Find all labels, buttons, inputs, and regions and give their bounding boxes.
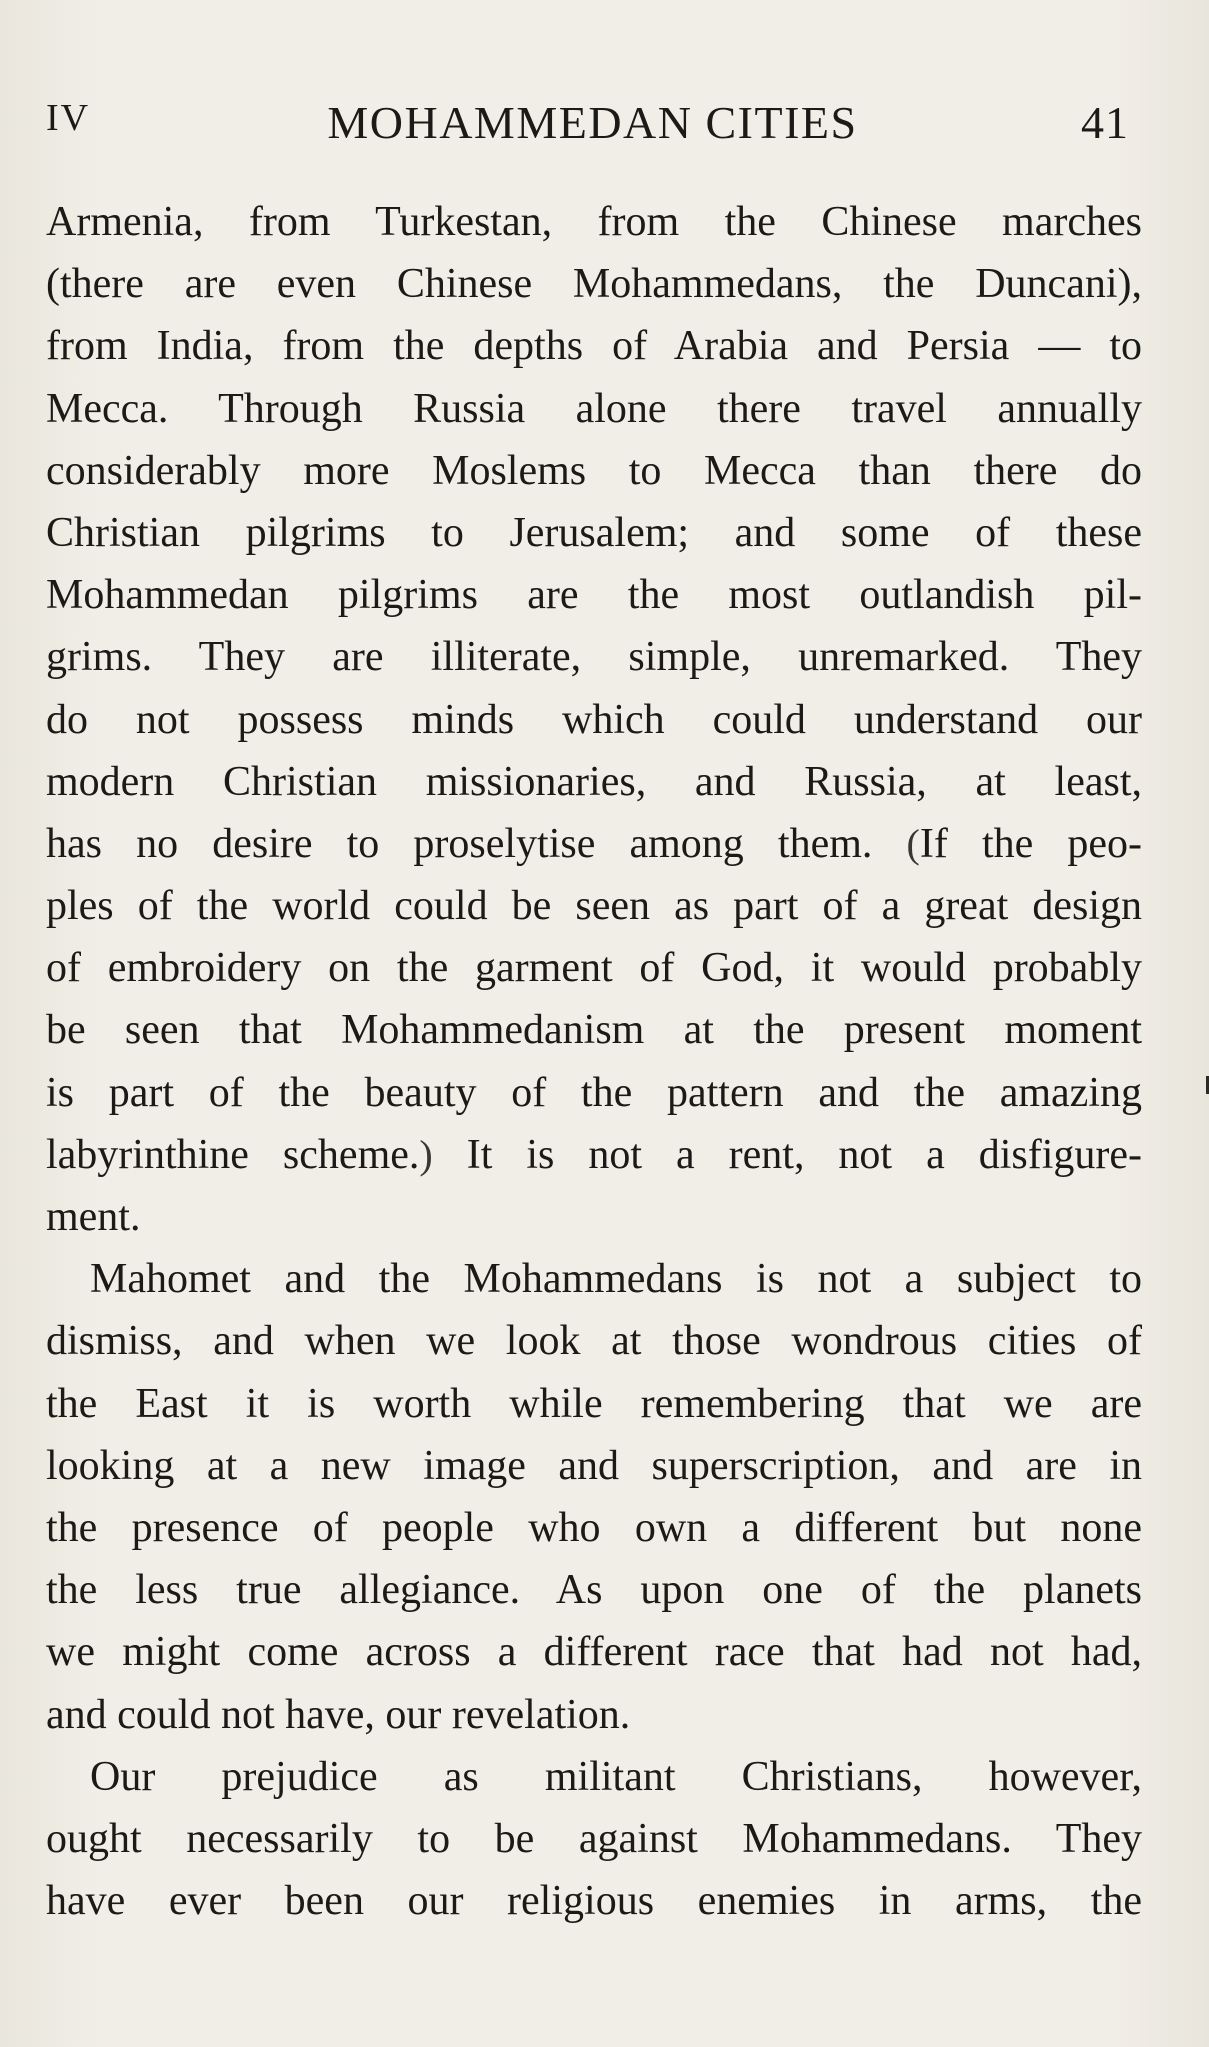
text-line: [46, 813, 1142, 875]
page-number: 41: [1081, 97, 1129, 148]
text-line: dismiss, and when we look at those wondrous cities of: [46, 1318, 1142, 1365]
text-line: and could not have, our revelation.: [46, 1691, 631, 1738]
text-line: looking at a new image and superscription, and are in: [46, 1442, 1142, 1489]
text-line: ment.: [46, 1194, 141, 1240]
text-line: grims. They are illiterate, simple, unremarked. They: [46, 634, 1142, 681]
body-text: [46, 191, 1142, 1932]
text-line: considerably more Moslems to Mecca than there do: [46, 447, 1142, 494]
text-line: is part of the beauty of the pattern and the amazing: [46, 1069, 1142, 1116]
chapter-number: IV: [46, 97, 91, 139]
text-line: the presence of people who own a different but none: [46, 1504, 1142, 1551]
text-line: Mohammedan pilgrims are the most outlandish pil-: [46, 572, 1142, 619]
text-line: Armenia, from Turkestan, from the Chinese marches: [46, 199, 1142, 245]
text-line: Mecca. Through Russia alone there travel annually: [46, 385, 1142, 432]
paragraph-3: [46, 1746, 1142, 1933]
text-line: Mahomet and the Mohammedans is not a subject to: [90, 1256, 1142, 1303]
text-segment: labyrinthine scheme.: [46, 1131, 420, 1178]
text-segment: has no desire to proselytise among them.: [46, 820, 873, 867]
text-line: ought necessarily to be against Mohammedans. They: [46, 1815, 1142, 1862]
text-line: we might come across a different race that had not had,: [46, 1629, 1142, 1676]
text-segment: If the peo-: [919, 820, 1143, 867]
text-line: Christian pilgrims to Jerusalem; and some of these: [46, 509, 1142, 556]
handwritten-open-bracket: (: [906, 820, 920, 866]
text-line: [46, 1124, 1142, 1186]
text-line: the less true allegiance. As upon one of the planets: [46, 1567, 1142, 1614]
text-line: ples of the world could be seen as part of a great design: [46, 883, 1142, 930]
text-line: do not possess minds which could understand our: [46, 696, 1142, 743]
text-line: be seen that Mohammedanism at the present moment: [46, 1007, 1142, 1054]
text-line: Our prejudice as militant Christians, however,: [90, 1753, 1142, 1800]
text-line: have ever been our religious enemies in arms, the: [46, 1878, 1142, 1925]
paragraph-2: [46, 1248, 1142, 1746]
running-title: MOHAMMEDAN CITIES: [327, 97, 858, 148]
running-head: [46, 96, 1139, 156]
text-line: (there are even Chinese Mohammedans, the Duncani),: [46, 261, 1142, 308]
text-line: of embroidery on the garment of God, it would probably: [46, 945, 1142, 992]
text-segment: It is not a rent, not a disfigure-: [466, 1131, 1143, 1178]
text-line: from India, from the depths of Arabia and Persia — to: [46, 323, 1142, 370]
paragraph-1: [46, 191, 1142, 1248]
text-line: the East it is worth while remembering that we are: [46, 1380, 1142, 1427]
text-line: modern Christian missionaries, and Russia, at least,: [46, 758, 1142, 805]
handwritten-close-bracket: ): [419, 1131, 433, 1177]
